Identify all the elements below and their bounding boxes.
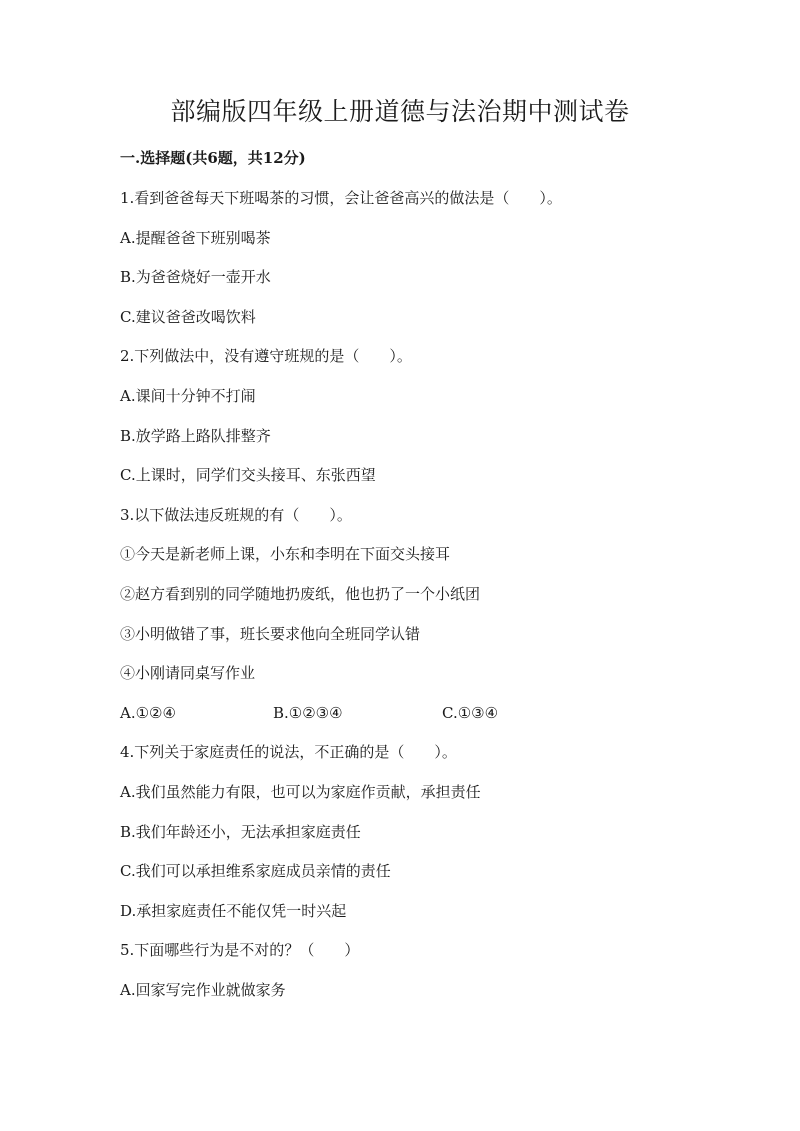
exam-title: 部编版四年级上册道德与法治期中测试卷 [170, 97, 630, 126]
question-4-option-b[interactable]: B.我们年龄还小，无法承担家庭责任 [120, 823, 361, 841]
question-2-option-a[interactable]: A.课间十分钟不打闹 [120, 387, 256, 405]
question-3-option-c[interactable]: C.①③④ [442, 704, 499, 722]
question-1-option-a[interactable]: A.提醒爸爸下班别喝茶 [120, 229, 271, 247]
question-1-option-b[interactable]: B.为爸爸烧好一壶开水 [120, 268, 271, 286]
question-3-statement-3: ③小明做错了事，班长要求他向全班同学认错 [120, 625, 421, 643]
question-2-stem: 2.下列做法中，没有遵守班规的是（ ）。 [120, 347, 412, 365]
question-1-option-c[interactable]: C.建议爸爸改喝饮料 [120, 308, 256, 326]
section-heading: 一.选择题(共6题，共12分) [120, 149, 306, 167]
question-3-option-a[interactable]: A.①②④ [120, 704, 176, 722]
question-3-statement-4: ④小刚请同桌写作业 [120, 664, 256, 682]
question-4-option-d[interactable]: D.承担家庭责任不能仅凭一时兴起 [120, 902, 347, 920]
question-5-option-a[interactable]: A.回家写完作业就做家务 [120, 981, 286, 999]
question-3-statement-1: ①今天是新老师上课，小东和李明在下面交头接耳 [120, 545, 451, 563]
question-2-option-b[interactable]: B.放学路上路队排整齐 [120, 427, 271, 445]
question-3-stem: 3.以下做法违反班规的有（ ）。 [120, 506, 352, 524]
question-3-option-b[interactable]: B.①②③④ [273, 704, 343, 722]
question-4-option-c[interactable]: C.我们可以承担维系家庭成员亲情的责任 [120, 862, 391, 880]
question-2-option-c[interactable]: C.上课时，同学们交头接耳、东张西望 [120, 466, 376, 484]
question-3-options-row [120, 699, 720, 727]
question-4-option-a[interactable]: A.我们虽然能力有限，也可以为家庭作贡献，承担责任 [120, 783, 481, 801]
question-1-stem: 1.看到爸爸每天下班喝茶的习惯，会让爸爸高兴的做法是（ ）。 [120, 189, 562, 207]
question-3-statement-2: ②赵方看到别的同学随地扔废纸，他也扔了一个小纸团 [120, 585, 481, 603]
question-5-stem: 5.下面哪些行为是不对的？（ ） [120, 941, 360, 959]
question-4-stem: 4.下列关于家庭责任的说法，不正确的是（ ）。 [120, 743, 457, 761]
